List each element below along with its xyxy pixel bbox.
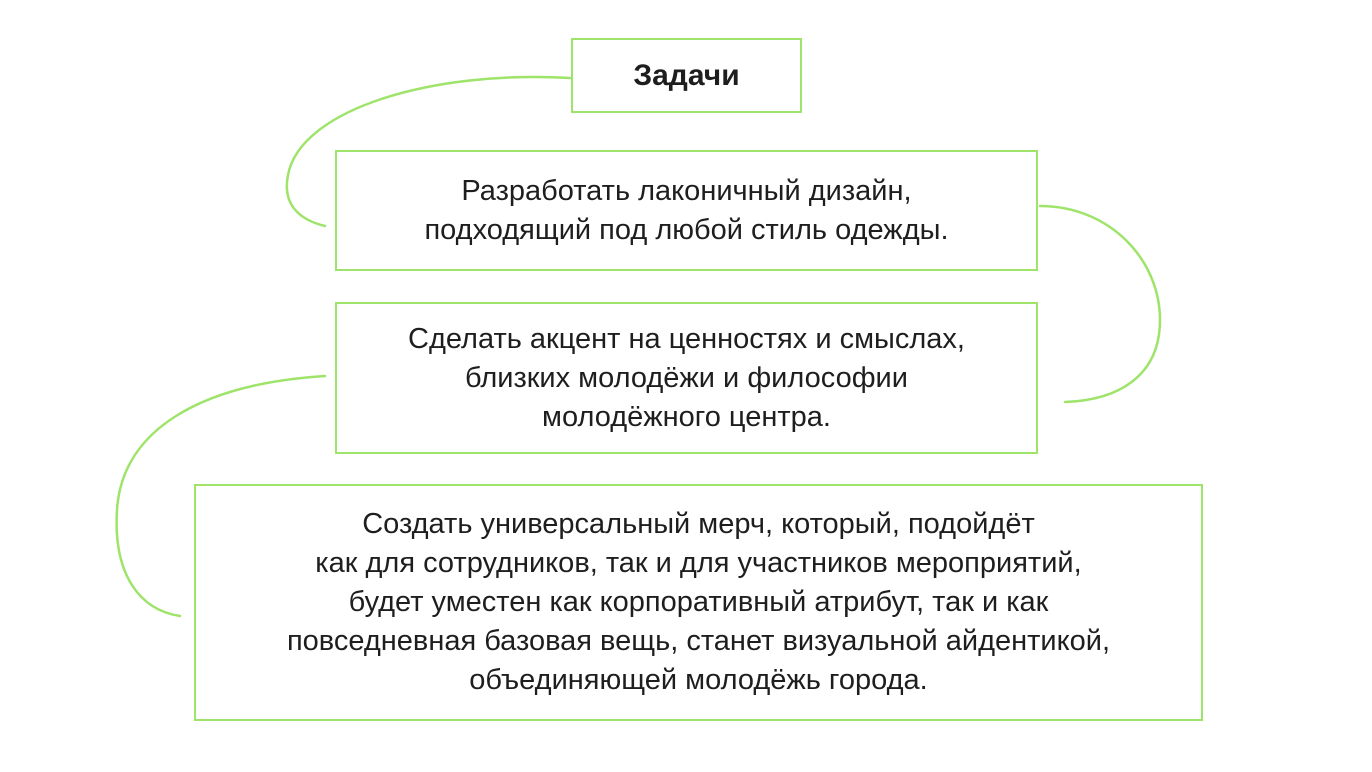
diagram-title: Задачи <box>633 59 740 92</box>
task-text-3: Создать универсальный мерч, который, подойдёт как для сотрудников, так и для участников мероприятий, будет уместен как корпоративный атрибут, так и как повседневная базовая вещь, станет визуальной айдентикой, объединяющей молодёжь города. <box>286 508 1111 696</box>
task-box-2 <box>335 302 1038 454</box>
task-text-2: Сделать акцент на ценностях и смыслах, близких молодёжи и философии молодёжного центра. <box>408 322 965 433</box>
task-box-3 <box>194 484 1203 721</box>
title-box <box>571 38 802 113</box>
task-text-1: Разработать лаконичный дизайн, подходящий под любой стиль одежды. <box>424 174 949 246</box>
task-box-1 <box>335 150 1038 271</box>
connector-task1-to-task2 <box>1040 206 1160 402</box>
